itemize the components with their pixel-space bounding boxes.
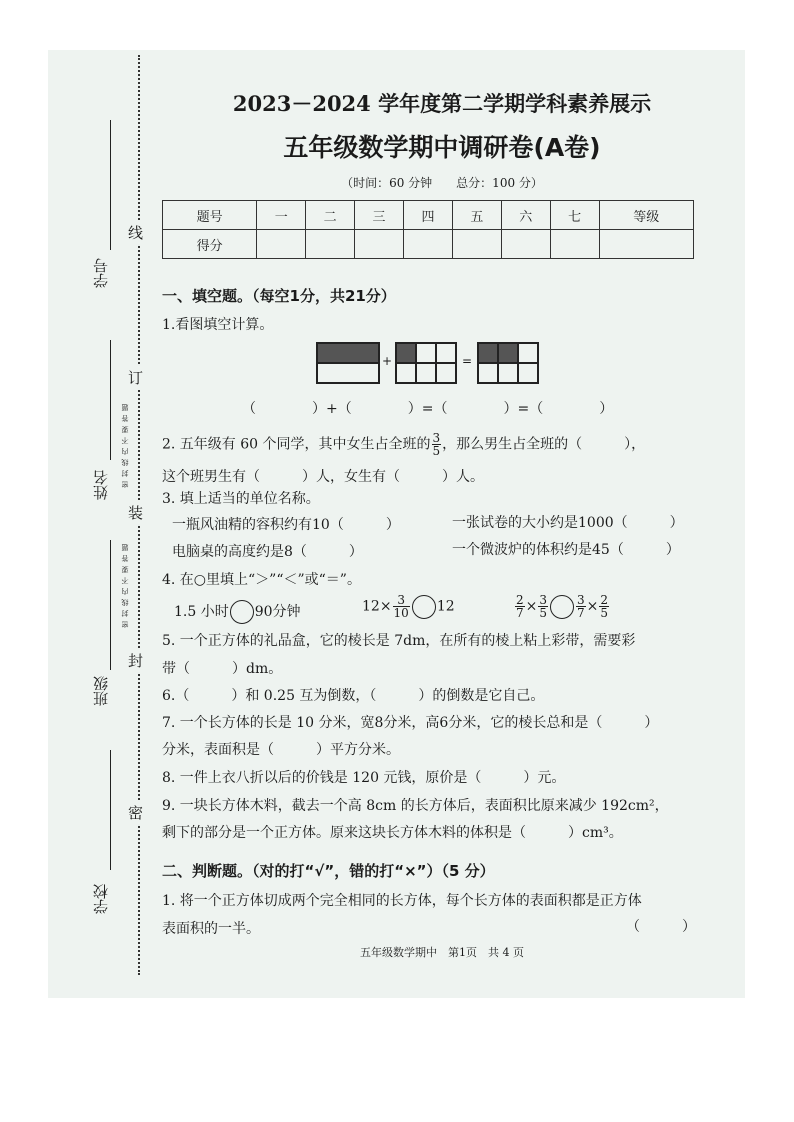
q4c-n2: 3: [539, 593, 548, 607]
q4c-fraction-1: [515, 594, 525, 619]
q2-fraction-numerator: 3: [432, 431, 441, 445]
q4a-answer-circle[interactable]: [230, 600, 254, 624]
q6[interactable]: 6.（ ）和 0.25 互为倒数，（ ）的倒数是它自己。: [162, 688, 545, 704]
score-cell-q4: 四: [404, 201, 453, 230]
q3-item-a[interactable]: 一瓶风油精的容积约有10（ ）: [172, 517, 400, 533]
section2-title: 二、判断题。（对的打“√”，错的打“×”）（5 分）: [162, 862, 495, 880]
q5-line1: 5. 一个正方体的礼品盒，它的棱长是 7dm，在所有的棱上粘上彩带，需要彩: [162, 633, 636, 649]
score-cell-q1: 一: [257, 201, 306, 230]
score-input-cell[interactable]: [355, 230, 404, 259]
score-cell-q7: 七: [550, 201, 599, 230]
page-footer: 五年级数学期中 第1页 共 4 页: [360, 946, 524, 959]
seal-mark-feng: 封: [128, 648, 143, 673]
binding-line-xingming: [110, 340, 111, 460]
seal-mark-ding: 订: [128, 365, 143, 390]
q2-fraction: [432, 432, 442, 457]
seal-mark-zhuang: 装: [128, 500, 143, 525]
score-input-cell[interactable]: [452, 230, 501, 259]
q4c-d2: 5: [539, 606, 548, 620]
q4c-n3: 3: [577, 593, 585, 607]
figure-sixths-grid-a: [395, 342, 457, 384]
s2-q1-line2: 表面积的一半。: [162, 921, 260, 937]
label-xuehao: 学号: [92, 258, 110, 288]
binding-line-banji: [110, 540, 111, 670]
score-cell-q5: 五: [452, 201, 501, 230]
seal-mark-mi: 密: [128, 800, 143, 825]
score-table-header-row: [163, 201, 694, 230]
seal-warning-text: 密封线内不要答题: [121, 400, 129, 488]
section1-title: 一、填空题。（每空1分，共21分）: [162, 287, 396, 305]
q4c-fraction-3: [576, 594, 586, 619]
q1-prompt: 1.看图填空计算。: [162, 317, 274, 333]
score-table: [162, 200, 694, 259]
q4b-fraction: [393, 594, 410, 619]
q4b-denominator: 10: [393, 606, 409, 620]
q7-line2[interactable]: 分米，表面积是（ ）平方分米。: [162, 742, 400, 758]
label-banji: 班级: [92, 676, 110, 706]
q4c-times-1: ×: [525, 598, 538, 615]
figure-half-bar: [316, 342, 380, 384]
score-cell-q6: 六: [501, 201, 550, 230]
q9-line1: 9. 一块长方体木料，截去一个高 8cm 的长方体后，表面积比原来减少 192cm²，: [162, 798, 669, 814]
score-input-cell[interactable]: [257, 230, 306, 259]
s2-q1-line1: 1. 将一个正方体切成两个完全相同的长方体，每个长方体的表面积都是正方体: [162, 893, 642, 909]
q4c-fraction-4: [599, 594, 609, 619]
q3-item-c[interactable]: 电脑桌的高度约是8（ ）: [172, 544, 363, 560]
binding-line-xuehao: [110, 120, 111, 250]
q4b-numerator: 3: [393, 594, 410, 607]
q4-prompt: 4. 在○里填上“＞”“＜”或“＝”。: [162, 572, 361, 588]
q4a-left: 1.5 小时: [174, 604, 229, 620]
q4-item-b: [362, 594, 455, 619]
q4b-answer-circle[interactable]: [412, 595, 436, 619]
score-input-cell[interactable]: [306, 230, 355, 259]
q4c-fraction-2: [538, 594, 548, 619]
figure-sixths-grid-b: [477, 342, 539, 384]
s2-q1-answer[interactable]: （ ）: [626, 919, 696, 935]
score-cell-q3: 三: [355, 201, 404, 230]
q4-item-a: [174, 600, 301, 624]
exam-title: 五年级数学期中调研卷(A卷): [283, 133, 601, 162]
q4c-n4: 2: [600, 593, 609, 607]
q1-equals-sign: =: [462, 354, 473, 368]
q4c-n1: 2: [516, 593, 524, 607]
label-xingming: 姓名: [92, 470, 110, 500]
score-cell-grade: 等级: [599, 201, 693, 230]
q4b-left: 12×: [362, 598, 392, 615]
exam-time-score: （时间：60 分钟 总分：100 分）: [341, 176, 543, 190]
q2-text-b[interactable]: ，那么男生占全班的（ ），: [442, 436, 646, 453]
q3-item-d[interactable]: 一个微波炉的体积约是45（ ）: [452, 542, 680, 558]
q1-plus-sign: +: [382, 354, 393, 368]
q3-item-b[interactable]: 一张试卷的大小约是1000（ ）: [452, 515, 684, 531]
q2-fraction-denominator: 5: [432, 444, 441, 458]
q4-item-c: [514, 594, 610, 619]
score-table-score-row: [163, 230, 694, 259]
q2-text-a: 2. 五年级有 60 个同学，其中女生占全班的: [162, 436, 431, 453]
score-input-cell[interactable]: [501, 230, 550, 259]
q4c-d1: 7: [516, 606, 524, 620]
seal-mark-xian: 线: [128, 220, 143, 245]
binding-line-xuexiao: [110, 750, 111, 870]
score-input-cell[interactable]: [550, 230, 599, 259]
score-cell-label: 题号: [163, 201, 257, 230]
score-input-cell[interactable]: [599, 230, 693, 259]
score-cell-q2: 二: [306, 201, 355, 230]
label-xuexiao: 学校: [92, 884, 110, 914]
q8[interactable]: 8. 一件上衣八折以后的价钱是 120 元钱，原价是（ ）元。: [162, 770, 566, 786]
q4b-right: 12: [436, 598, 455, 615]
q4a-right: 90分钟: [254, 604, 301, 620]
q2-line1: [162, 432, 645, 457]
q2-line2[interactable]: 这个班男生有（ ）人，女生有（ ）人。: [162, 469, 484, 485]
seal-warning-text-lower: 密封线内不要答题: [121, 540, 129, 628]
q4c-d3: 7: [577, 606, 585, 620]
q4c-d4: 5: [600, 606, 609, 620]
q4c-times-2: ×: [586, 598, 599, 615]
score-input-cell[interactable]: [404, 230, 453, 259]
q3-prompt: 3. 填上适当的单位名称。: [162, 491, 320, 507]
q7-line1[interactable]: 7. 一个长方体的长是 10 分米，宽8分米，高6分米，它的棱长总和是（ ）: [162, 715, 659, 731]
q1-answer-blanks[interactable]: （ ）+（ ）=（ ）=（ ）: [242, 401, 614, 417]
q9-line2[interactable]: 剩下的部分是一个正方体。原来这块长方体木料的体积是（ ）cm³。: [162, 825, 623, 841]
score-row-label: 得分: [163, 230, 257, 259]
exam-term-title: 2023－2024 学年度第二学期学科素养展示: [232, 91, 652, 116]
q4c-answer-circle[interactable]: [550, 595, 574, 619]
q5-line2[interactable]: 带（ ）dm。: [162, 661, 283, 677]
